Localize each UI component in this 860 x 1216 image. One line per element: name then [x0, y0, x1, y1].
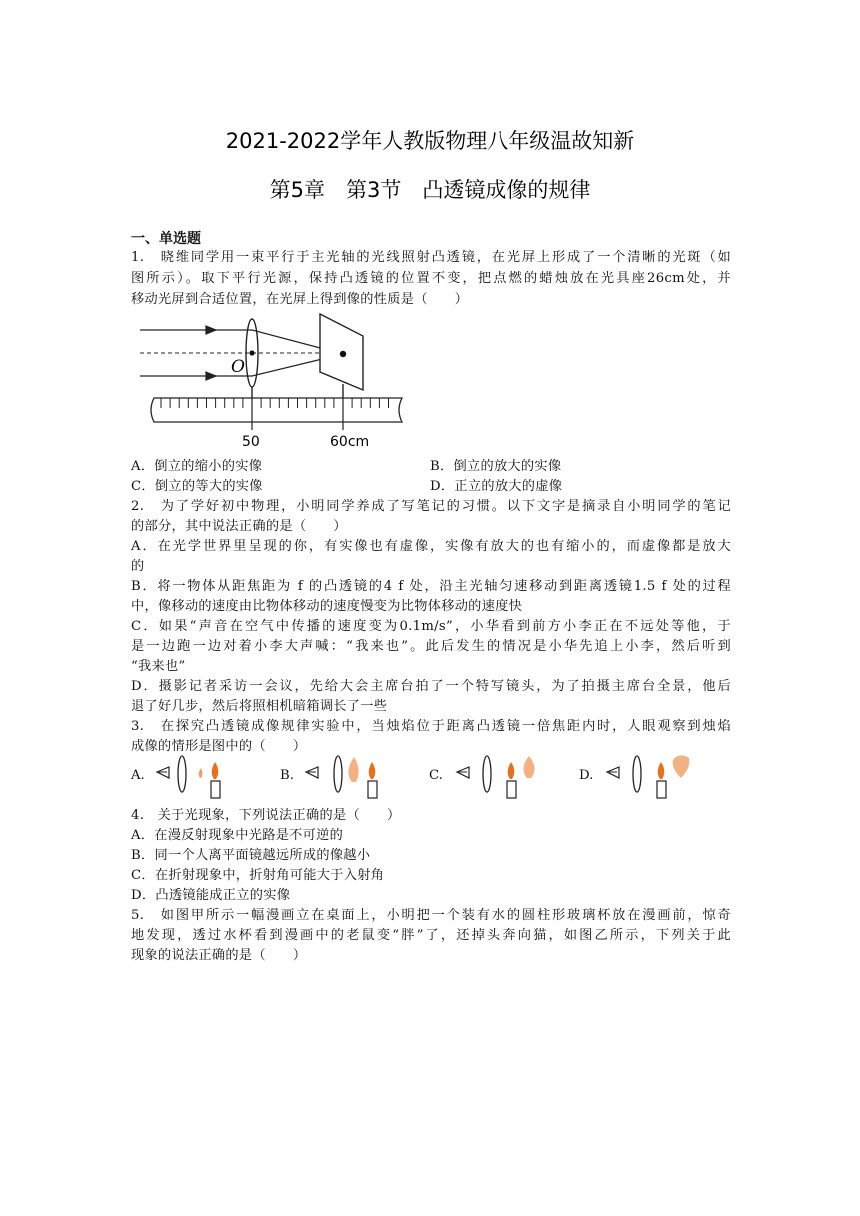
q3-option-d: [579, 754, 709, 804]
q2-line-1: 2. 为了学好初中物理，小明同学养成了写笔记的习惯。以下文字是摘录自小明同学的笔记: [131, 499, 731, 514]
q1-line-2: 图所示）。取下平行光源，保持凸透镜的位置不变，把点燃的蜡烛放在光具座26cm处，并: [131, 271, 731, 286]
q3-line-2: 成像的情形是图中的（ ）: [131, 739, 307, 754]
q1-option-c: C．倒立的等大的实像: [131, 479, 263, 494]
chapter-title: 第5章 第3节 凸透镜成像的规律: [269, 178, 591, 202]
optical-bench-figure: [134, 312, 409, 458]
q2-option-b-line-2: 中，像移动的速度由比物体移动的速度慢变为比物体移动的速度快: [131, 599, 523, 614]
q3-option-a-figure: [151, 754, 241, 804]
q5-line-1: 5. 如图甲所示一幅漫画立在桌面上，小明把一个装有水的圆柱形玻璃杯放在漫画前，惊奇: [131, 908, 731, 923]
q3-option-c: [429, 754, 559, 804]
document-title: 2021-2022学年人教版物理八年级温故知新: [225, 129, 635, 153]
q2-option-a-line-2: 的: [131, 559, 145, 574]
q2-option-c-line-1: C．如果“声音在空气中传播的速度变为0.1m/s”，小华看到前方小李正在不远处等他，于: [131, 619, 731, 634]
q2-option-c-line-3: “我来也”: [131, 659, 186, 674]
q4-option-a: A．在漫反射现象中光路是不可逆的: [131, 828, 344, 843]
q3-option-b-figure: [300, 754, 390, 804]
q4-option-d: D．凸透镜能成正立的实像: [131, 888, 291, 903]
q3-option-a-label: A.: [131, 768, 145, 783]
scale-label-60cm: 60cm: [330, 434, 370, 450]
q3-option-d-label: D.: [579, 768, 594, 783]
q3-option-c-figure: [449, 754, 559, 804]
q5-line-2: 地发现，透过水杯看到漫画中的老鼠变“胖”了，还掉头奔向猫，如图乙所示，下列关于此: [131, 928, 731, 943]
q5-line-3: 现象的说法正确的是（ ）: [131, 948, 307, 963]
q2-option-d-line-1: D．摄影记者采访一会议，先给大会主席台拍了一个特写镜头，为了拍摄主席台全景，他后: [131, 679, 731, 694]
q3-option-c-label: C.: [429, 768, 443, 783]
q4-option-b: B．同一个人离平面镜越远所成的像越小: [131, 848, 371, 863]
q2-option-d-line-2: 退了好几步，然后将照相机暗箱调长了一些: [131, 699, 388, 714]
q3-option-d-figure: [599, 754, 709, 804]
q3-option-b: [280, 754, 390, 804]
section-heading: 一、单选题: [131, 231, 201, 247]
q2-line-2: 的部分，其中说法正确的是（ ）: [131, 519, 347, 534]
q1-option-d: D．正立的放大的虚像: [430, 479, 563, 494]
q3-option-b-label: B.: [280, 768, 294, 783]
q3-option-a: [131, 754, 241, 804]
q4-line-1: 4. 关于光现象，下列说法正确的是（ ）: [131, 808, 401, 823]
lens-label-o: O: [231, 357, 245, 377]
q2-option-b-line-1: B．将一物体从距焦距为 f 的凸透镜的4 f 处，沿主光轴匀速移动到距离透镜1.5 f 处的过程: [131, 579, 731, 594]
q2-option-a-line-1: A．在光学世界里呈现的你，有实像也有虚像，实像有放大的也有缩小的，而虚像都是放大: [131, 539, 731, 554]
q1-line-3: 移动光屏到合适位置，在光屏上得到像的性质是（ ）: [131, 292, 469, 307]
q4-option-c: C．在折射现象中，折射角可能大于入射角: [131, 868, 385, 883]
q1-line-1: 1. 晓维同学用一束平行于主光轴的光线照射凸透镜，在光屏上形成了一个清晰的光斑（如: [131, 250, 731, 265]
q2-option-c-line-2: 是一边跑一边对着小李大声喊：“我来也”。此后发生的情况是小华先追上小李，然后听到: [131, 639, 731, 654]
scale-label-50: 50: [242, 434, 260, 450]
q1-option-b: B．倒立的放大的实像: [430, 459, 562, 474]
q1-option-a: A．倒立的缩小的实像: [131, 459, 263, 474]
q3-line-1: 3. 在探究凸透镜成像规律实验中，当烛焰位于距离凸透镜一倍焦距内时，人眼观察到烛焰: [131, 719, 731, 734]
